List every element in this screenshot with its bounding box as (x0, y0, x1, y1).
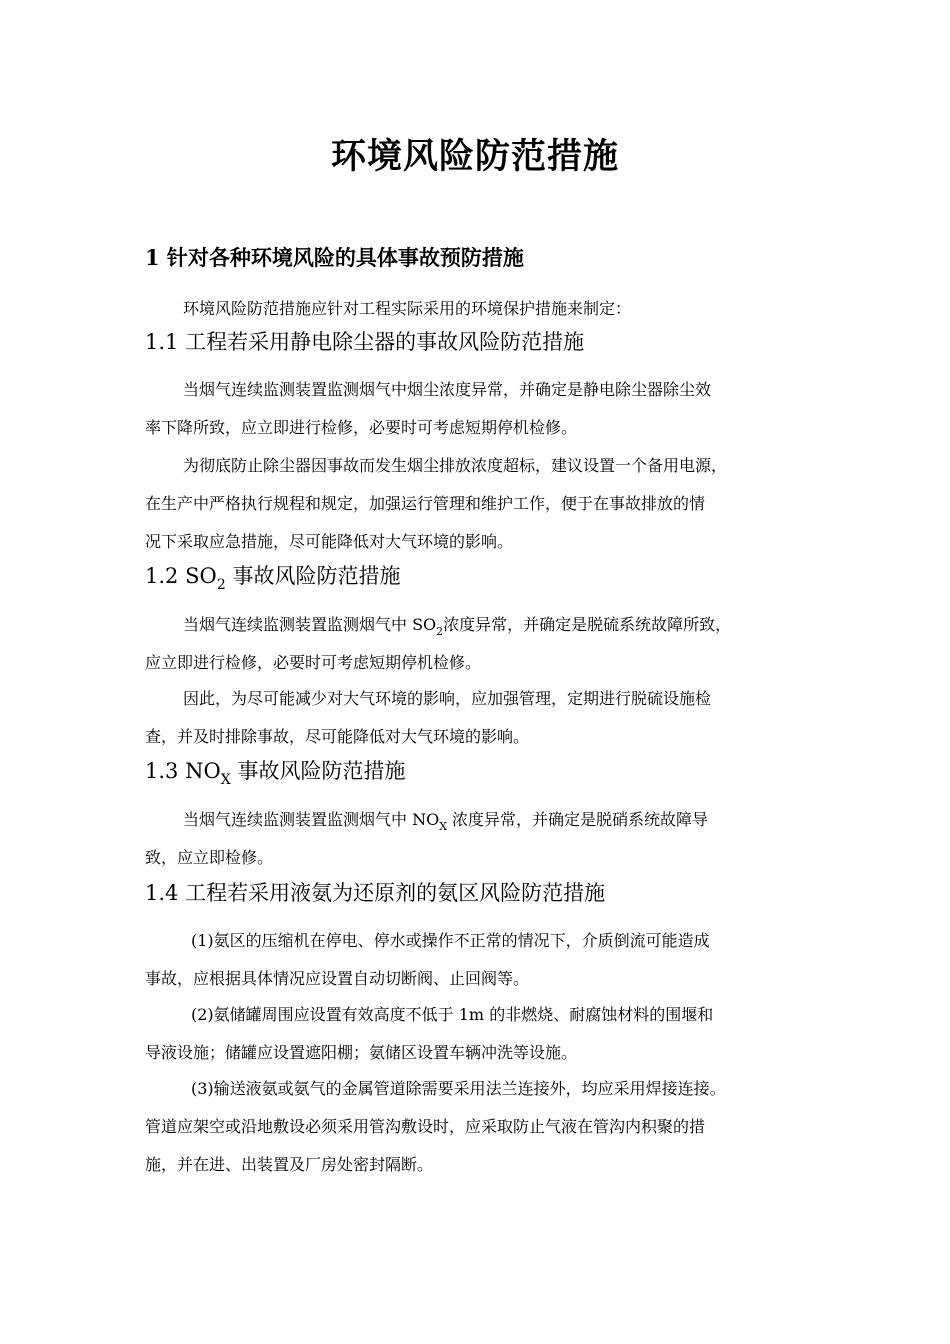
text-run: 浓度异常，并确定是脱硫系统故障所致， (443, 615, 732, 634)
subscript: X (439, 819, 447, 833)
paragraph-line: (3)输送液氨或氨气的金属管道除需要采用法兰连接外，均应采用焊接连接。 (191, 1079, 726, 1098)
page-title: 环境风险防范措施 (330, 136, 619, 177)
section-1-4-paragraph-2 (145, 996, 807, 1072)
section-1-1-paragraph-1 (145, 371, 807, 447)
paragraph-line: 为彻底防止除尘器因事故而发生烟尘排放浓度超标，建议设置一个备用电源， (183, 456, 728, 475)
text-run: 当烟气连续监测装置监测烟气中 SO (183, 615, 437, 634)
intro-line: 环境风险防范措施应针对工程实际采用的环境保护措施来制定： (183, 299, 632, 318)
section-1-4-heading: 1.4 工程若采用液氨为还原剂的氨区风险防范措施 (145, 881, 606, 905)
paragraph-line: 施，并在进、出装置及厂房处密封隔断。 (145, 1155, 434, 1174)
paragraph-line: 因此，为尽可能减少对大气环境的影响，应加强管理，定期进行脱硫设施检 (183, 689, 712, 708)
section-1-1-paragraph-2 (145, 447, 807, 561)
paragraph-line: 致，应立即检修。 (145, 848, 274, 867)
paragraph-line: 查，并及时排除事故，尽可能降低对大气环境的影响。 (145, 727, 530, 746)
section-1-2-paragraph-1 (145, 606, 807, 682)
text-run: 浓度异常，并确定是脱硝系统故障导 (446, 810, 709, 829)
section-1-3-paragraph-1 (145, 801, 807, 877)
section-1-heading: 1 针对各种环境风险的具体事故预防措施 (145, 245, 524, 270)
section-1-3-heading (145, 755, 406, 787)
subscript: 2 (436, 624, 444, 638)
paragraph-line: (2)氨储罐周围应设置有效高度不低于 1m 的非燃烧、耐腐蚀材料的围堰和 (191, 1005, 714, 1024)
paragraph-line: 率下降所致，应立即进行检修，必要时可考虑短期停机检修。 (145, 418, 578, 437)
heading-text: 事故风险防范措施 (225, 564, 401, 588)
paragraph-line: 当烟气连续监测装置监测烟气中烟尘浓度异常，并确定是静电除尘器除尘效 (183, 380, 712, 399)
heading-text: 1.3 NO (145, 759, 221, 783)
text-run: 当烟气连续监测装置监测烟气中 NO (183, 810, 440, 829)
paragraph-line: 管道应架空或沿地敷设必须采用管沟敷设时，应采取防止气液在管沟内积聚的措 (145, 1117, 706, 1136)
paragraph-line: 导液设施；储罐应设置遮阳棚；氨储区设置车辆冲洗等设施。 (145, 1043, 578, 1062)
section-1-intro (145, 290, 807, 328)
paragraph-line: 应立即进行检修，必要时可考虑短期停机检修。 (145, 653, 482, 672)
paragraph-line: (1)氨区的压缩机在停电、停水或操作不正常的情况下，介质倒流可能造成 (191, 931, 710, 950)
section-1-4-paragraph-3 (145, 1070, 807, 1184)
subscript: 2 (216, 576, 226, 593)
heading-text: 1.2 SO (145, 564, 217, 588)
subscript: X (220, 771, 231, 788)
section-1-4-paragraph-1 (145, 922, 807, 998)
section-1-1-heading: 1.1 工程若采用静电除尘器的事故风险防范措施 (145, 330, 585, 354)
section-1-2-heading (145, 560, 400, 592)
paragraph-line (145, 801, 807, 839)
section-1-2-paragraph-2 (145, 680, 807, 756)
heading-text: 事故风险防范措施 (230, 759, 406, 783)
paragraph-line: 事故，应根据具体情况应设置自动切断阀、止回阀等。 (145, 969, 530, 988)
paragraph-line (145, 606, 807, 644)
paragraph-line: 况下采取应急措施，尽可能降低对大气环境的影响。 (145, 532, 514, 551)
paragraph-line: 在生产中严格执行规程和规定，加强运行管理和维护工作，便于在事故排放的情 (145, 494, 706, 513)
